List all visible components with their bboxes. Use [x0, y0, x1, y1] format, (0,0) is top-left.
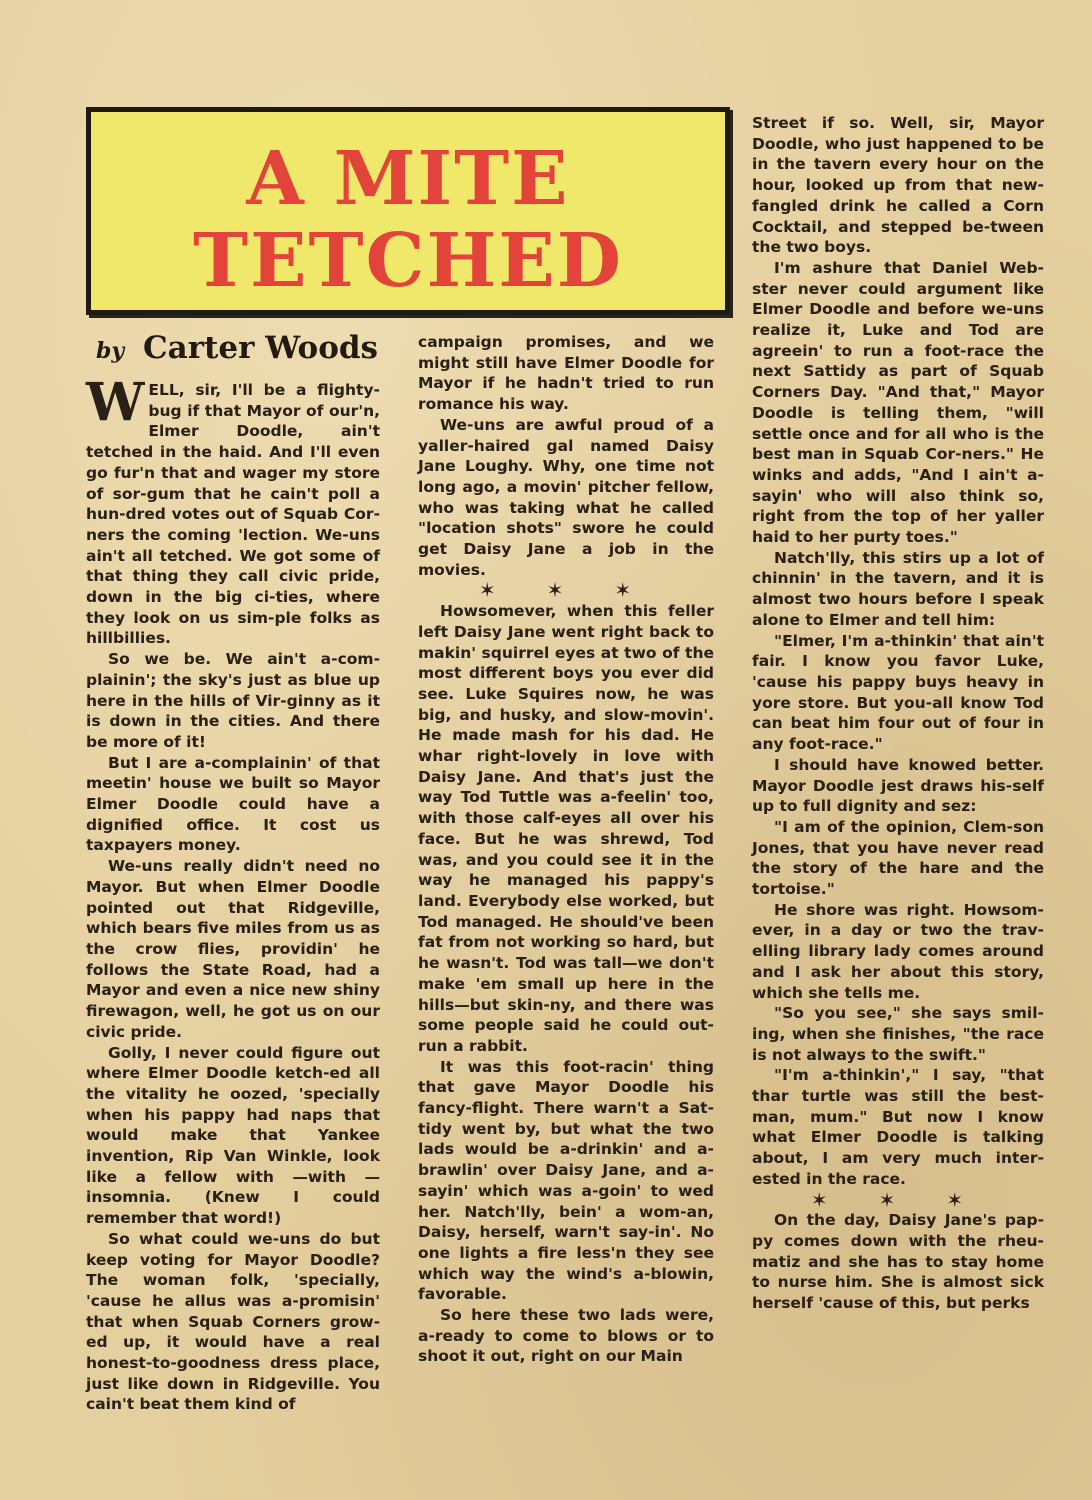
title-line-1: A MITE — [246, 136, 570, 222]
paragraph: It was this foot-racin' thing that gave Mayor Doodle his fancy-flight. There warn't a Sat-tidy went by, but what the two lads would be a-drinkin' and a-brawlin' over Daisy Jane, and a-sayin' which was a-goin' to wed her. Natch'lly, bein' a wom-an, Daisy, herself, warn't say-in'. No one lights a fire less'n they see which way the wind's a-blowin, favorable. — [418, 1057, 714, 1304]
byline-author: Carter Woods — [142, 330, 378, 366]
paragraph: "Elmer, I'm a-thinkin' that ain't fair. I know you favor Luke, 'cause his pappy buys heavy in yore store. But you-all know Tod can beat him four out of four in any foot-race." — [752, 631, 1044, 754]
article-column-2 — [418, 332, 714, 1367]
byline-prefix: by — [96, 338, 125, 364]
section-separator: ✶ ✶ ✶ — [810, 1187, 986, 1212]
paragraph: We-uns really didn't need no Mayor. But when Elmer Doodle pointed out that Ridgeville, which bears five miles from us as the crow flies, providin' he follows the State Road, had a Mayor and even a nice new shiny firewagon, well, he got us on our civic pride. — [86, 857, 380, 1041]
article-column-1 — [86, 372, 380, 1415]
paragraph: "So you see," she says smil-ing, when she finishes, "the race is not always to the swift." — [752, 1004, 1044, 1064]
paragraph: We-uns are awful proud of a yaller-haired gal named Daisy Jane Loughy. Why, one time not long ago, a movin' pitcher fellow, who was taking what he called "location shots" swore he could get Daisy Jane a job in the movies. — [418, 415, 714, 579]
paragraph: Natch'lly, this stirs up a lot of chinnin' in the tavern, and it is almost two hours before I speak alone to Elmer and tell him: — [752, 548, 1044, 629]
section-separator: ✶ ✶ ✶ — [478, 578, 654, 603]
paragraph: But I are a-complainin' of that meetin' house we built so Mayor Elmer Doodle could have a dignified office. It cost us taxpayers money. — [86, 753, 380, 855]
paragraph: So what could we-uns do but keep voting for Mayor Doodle? The woman folk, 'specially, 'cause he allus was a-promisin' that when Squab Corners grow-ed up, it would have a real honest-to-goodness dress place, just like down in Ridgeville. You cain't beat them kind of — [86, 1229, 380, 1414]
title-line-2: TETCHED — [193, 218, 623, 304]
paragraph: Golly, I never could figure out where Elmer Doodle ketch-ed all the vitality he oozed, 'specially when his pappy had naps that would make that Yankee invention, Rip Van Winkle, look like a fellow with —with — insomnia. (Knew I could remember that word!) — [86, 1043, 380, 1228]
paragraph: He shore was right. Howsom-ever, in a day or two the trav-elling library lady comes around and I ask her about this story, which she tells me. — [752, 900, 1044, 1002]
paragraph: So here these two lads were, a-ready to come to blows or to shoot it out, right on our Main — [418, 1306, 714, 1366]
byline — [96, 330, 386, 376]
paragraph-text: ELL, sir, I'll be a flighty-bug if that Mayor of our'n, Elmer Doodle, ain't tetched in the haid. And I'll even go fur'n that and wager my store of sor-gum that he cain't poll a hun-dred votes out of Squab Cor-ners the coming 'lection. We-uns ain't all tetched. We got some of that thing they call civic pride, down in the big ci-ties, where they look on us sim-ple folks as hillbillies. — [86, 381, 380, 648]
paragraph: campaign promises, and we might still have Elmer Doodle for Mayor if he hadn't tried to run romance his way. — [418, 333, 714, 414]
paragraph: I'm ashure that Daniel Web-ster never could argument like Elmer Doodle and before we-uns realize it, Luke and Tod are agreein' to run a foot-race the next Sattidy as part of Squab Corners Day. "And that," Mayor Doodle is telling them, "will settle once and for all who is the best man in Squab Cor-ners." He winks and adds, "And I ain't a-sayin' who will also think so, right from the top of her yaller haid to her purty toes." — [752, 258, 1044, 547]
paragraph: Howsomever, when this feller left Daisy Jane went right back to makin' squirrel eyes at two of the most different boys you ever did see. Luke Squires now, he was big, and husky, and slow-movin'. He made mash for his dad. He whar right-lovely in love with Daisy Jane. And that's just the way Tod Tuttle was a-feelin' too, with those calf-eyes all over his face. But he was shrewd, Tod was, and you could see it in the way he managed his pappy's land. Everybody else worked, but Tod managed. He should've been fat from not working so hard, but he wasn't. Tod was tall—we don't make 'em small up here in the hills—but skin-ny, and there was some people said he could out-run a rabbit. — [418, 602, 714, 1055]
paragraph: "I am of the opinion, Clem-son Jones, that you have never read the story of the hare and the tortoise." — [752, 817, 1044, 899]
paragraph: "I'm a-thinkin'," I say, "that thar turtle was still the best-man, mum." But now I know what Elmer Doodle is talking about, I am very much inter-ested in the race. — [752, 1066, 1044, 1188]
paragraph: I should have knowed better. Mayor Doodle jest draws his-self up to full dignity and sez: — [752, 755, 1044, 816]
paragraph: So we be. We ain't a-com-plainin'; the sky's just as blue up here in the hills of Vir-ginny as it is down in the cities. And there be more of it! — [86, 650, 380, 751]
title-box — [86, 107, 730, 315]
drop-cap: W — [86, 372, 145, 433]
article-column-3 — [752, 113, 1044, 1314]
paragraph — [86, 372, 380, 649]
paragraph: Street if so. Well, sir, Mayor Doodle, who just happened to be in the tavern every hour on the hour, looked up from that new-fangled drink he called a Corn Cocktail, and stepped be-tween the two boys. — [752, 114, 1044, 257]
paragraph: On the day, Daisy Jane's pap-py comes down with the rheu-matiz and she has to stay home to nurse him. She is almost sick herself 'cause of this, but perks — [752, 1211, 1044, 1313]
